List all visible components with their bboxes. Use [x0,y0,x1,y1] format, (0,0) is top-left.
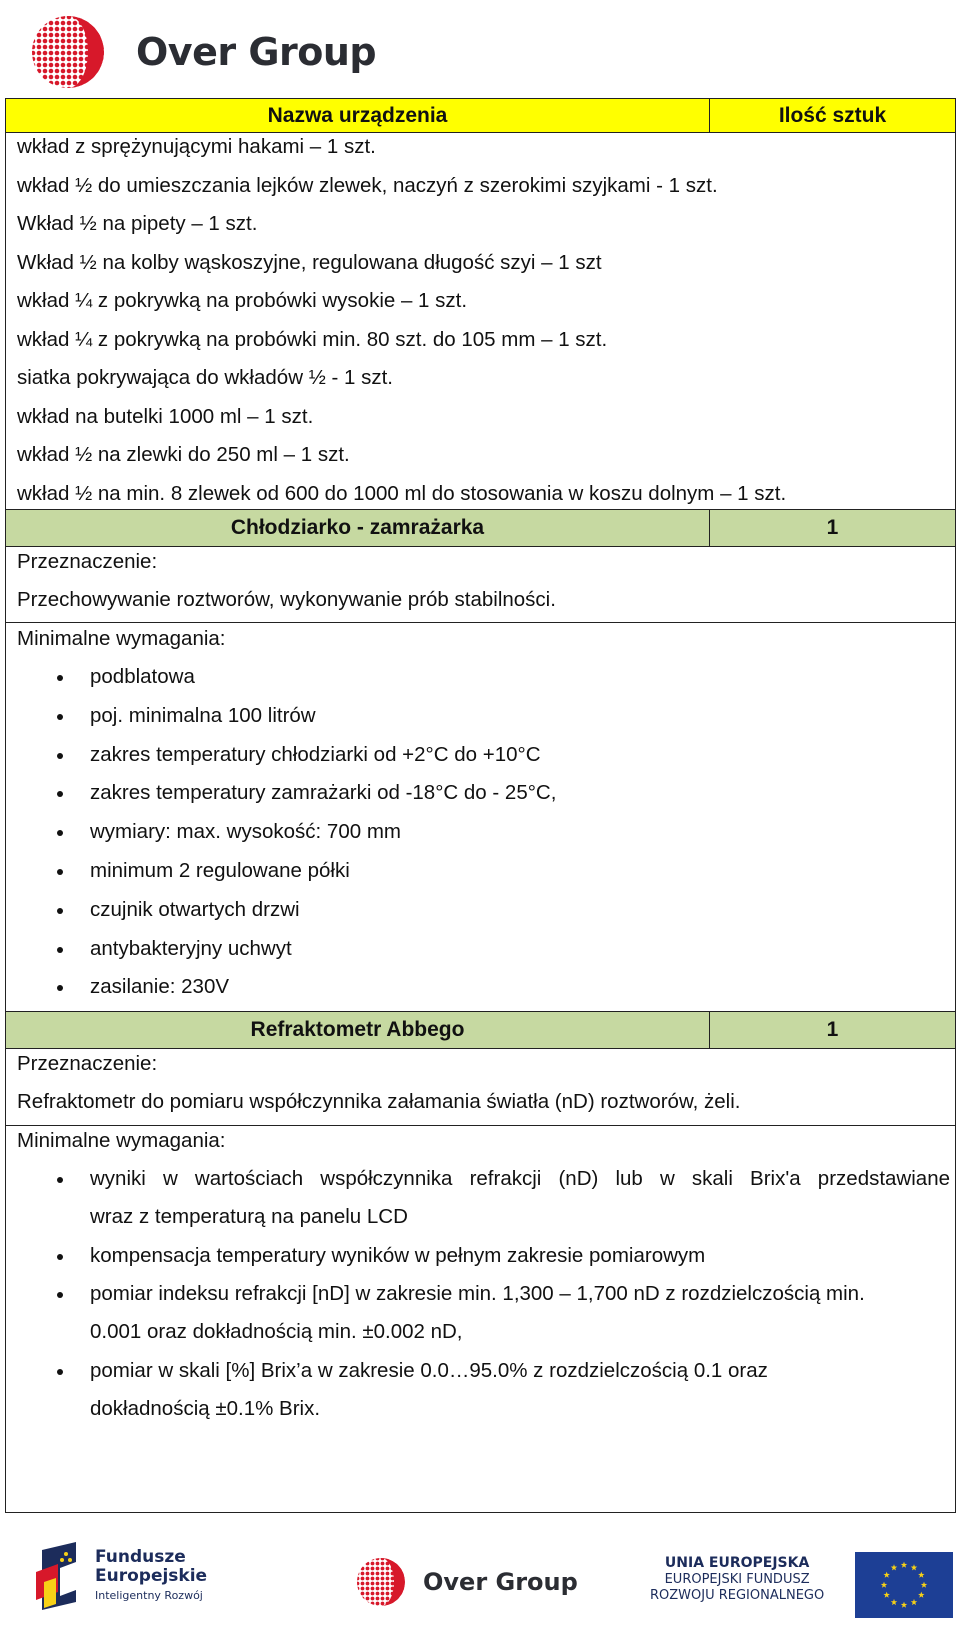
fundusze-europejskie-text [95,1548,207,1602]
fe-title-1: Fundusze [95,1547,186,1567]
globe-logo-icon [355,1556,407,1608]
list-item: wkład z sprężynującymi hakami – 1 szt. [17,135,376,158]
requirement-text: poj. minimalna 100 litrów [90,703,316,727]
ue-line-1: EUROPEJSKI FUNDUSZ [664,1572,810,1587]
requirement-item [90,1359,768,1421]
requirement-item [90,704,316,728]
requirement-item [90,781,556,805]
requirement-text: wyniki w wartościach współczynnika refrakcji (nD) lub w skali Brix'a przedstawiane [90,1167,950,1190]
divider [6,1125,955,1126]
fundusze-europejskie-icon [36,1542,96,1610]
footer-logo-text: Over Group [423,1568,578,1596]
globe-logo-icon [30,14,106,90]
column-header-qty: Ilość sztuk [778,103,887,127]
bullet-icon [57,753,63,759]
bullet-icon [57,947,63,953]
item-qty: 1 [826,516,839,539]
list-item: wkład ¼ z pokrywką na probówki wysokie – 1 szt. [17,289,468,312]
requirements-label: Minimalne wymagania: [17,1129,226,1152]
bullet-icon [57,1254,63,1260]
requirement-item [90,859,350,883]
ue-title: UNIA EUROPEJSKA [664,1555,810,1571]
footer-over-group-logo [355,1556,578,1608]
requirement-text: czujnik otwartych drzwi [90,897,300,921]
requirement-item [90,937,292,961]
item-row-1 [6,509,955,547]
requirement-item [90,743,541,767]
bullet-icon [57,1292,63,1298]
requirement-text: dokładnością ±0.1% Brix. [90,1397,321,1420]
unia-europejska-text [650,1555,824,1604]
item-row-2 [6,1011,955,1049]
requirement-text: zakres temperatury zamrażarki od -18°C do - 25°C, [90,781,557,805]
list-item: wkład na butelki 1000 ml – 1 szt. [17,404,314,428]
list-item: wkład ½ do umieszczania lejków zlewek, naczyń z szerokimi szyjkami - 1 szt. [17,173,718,197]
item-name: Chłodziarko - zamrażarka [6,510,710,546]
requirement-text: wraz z temperaturą na panelu LCD [90,1205,408,1228]
requirement-text: 0.001 oraz dokładnością min. ±0.002 nD, [90,1320,463,1343]
list-item: Wkład ½ na pipety – 1 szt. [17,212,258,235]
item-qty: 1 [826,1018,839,1041]
requirement-text: minimum 2 regulowane półki [90,859,350,882]
table-header-row [6,99,955,133]
spec-table [5,98,956,1513]
footer [0,1530,960,1630]
fe-title-2: Europejskie [95,1566,208,1586]
purpose-text: Refraktometr do pomiaru współczynnika załamania światła (nD) roztworów, żeli. [17,1090,741,1113]
requirements-label: Minimalne wymagania: [17,627,226,650]
bullet-icon [57,985,63,991]
item-name: Refraktometr Abbego [6,1012,710,1048]
bullet-icon [57,791,63,797]
bullet-icon [57,675,63,681]
eu-flag-icon [855,1552,953,1618]
requirement-text: kompensacja temperatury wyników w pełnym zakresie pomiarowym [90,1244,706,1267]
requirement-text: wymiary: max. wysokość: 700 mm [90,820,401,844]
requirement-item [90,1167,950,1229]
requirement-item [90,820,401,844]
requirement-item [90,898,300,922]
list-item: siatka pokrywająca do wkładów ½ - 1 szt. [17,366,393,389]
bullet-icon [57,1177,63,1183]
requirement-item [90,975,229,999]
list-item: Wkład ½ na kolby wąskoszyjne, regulowana długość szyi – 1 szt [17,250,602,274]
requirement-text: zakres temperatury chłodziarki od +2°C do +10°C [90,742,541,766]
purpose-text: Przechowywanie roztworów, wykonywanie prób stabilności. [17,588,556,611]
bullet-icon [57,1369,63,1375]
requirement-text: zasilanie: 230V [90,975,230,999]
requirement-text: pomiar indeksu refrakcji [nD] w zakresie min. 1,300 – 1,700 nD z rozdzielczością min. [90,1282,865,1305]
purpose-label: Przeznaczenie: [17,550,158,573]
purpose-label: Przeznaczenie: [17,1052,158,1075]
bullet-icon [57,869,63,875]
bullet-icon [57,908,63,914]
header-logo [30,6,376,98]
bullet-icon [57,714,63,720]
requirement-text: pomiar w skali [%] Brix’a w zakresie 0.0…95.0% z rozdzielczością 0.1 oraz [90,1359,768,1382]
requirement-text: podblatowa [90,665,195,688]
divider [6,622,955,623]
fe-subtitle: Inteligentny Rozwój [95,1589,203,1602]
list-item: wkład ¼ z pokrywką na probówki min. 80 szt. do 105 mm – 1 szt. [17,327,608,351]
bullet-icon [57,830,63,836]
ue-line-2: ROZWOJU REGIONALNEGO [650,1588,825,1603]
column-header-name: Nazwa urządzenia [6,99,710,132]
requirement-text: antybakteryjny uchwyt [90,936,292,960]
logo-text: Over Group [136,30,377,74]
list-item: wkład ½ na zlewki do 250 ml – 1 szt. [17,443,350,466]
requirement-item [90,665,195,689]
requirement-item [90,1282,865,1344]
requirement-item [90,1244,705,1268]
list-item: wkład ½ na min. 8 zlewek od 600 do 1000 ml do stosowania w koszu dolnym – 1 szt. [17,481,787,505]
